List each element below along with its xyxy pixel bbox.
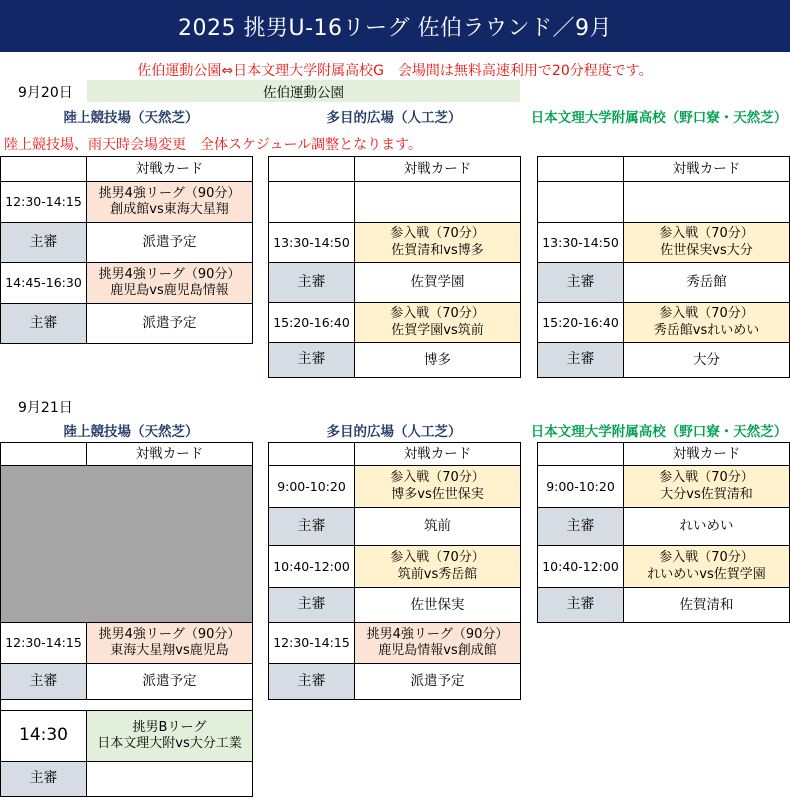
match-card[interactable] [623,222,790,263]
match-card[interactable] [354,545,521,588]
day1-venue-bunri: 日本文理大学附属高校（野口寮・天然芝） [530,110,788,126]
match-teams: 鹿児島情報vs創成館 [378,643,497,658]
day2-venue-multipurpose: 多目的広場（人工芝） [326,424,462,440]
match-card[interactable] [86,710,253,762]
match-teams: 日本文理大附vs大分工業 [97,736,242,751]
match-card[interactable] [623,545,790,588]
day2-venue-athletics: 陸上競技場（天然芝） [63,424,199,440]
match-type: 挑男4強リーグ（90分） [366,626,509,642]
time-cell: 12:30-14:15 [0,181,87,223]
header-blank-cell [0,156,87,182]
match-card[interactable] [86,622,253,664]
empty-cell [354,181,521,223]
referee-value: 派遣予定 [86,303,253,344]
empty-cell [268,181,355,223]
time-cell: 15:20-16:40 [268,302,355,343]
referee-value: 博多 [354,342,521,378]
match-card-header: 対戦カード [354,156,521,182]
match-card[interactable] [354,302,521,343]
referee-label: 主審 [0,303,87,344]
time-cell: 14:30 [0,710,87,762]
match-teams: 東海大星翔vs鹿児島 [110,643,229,658]
referee-label: 主審 [0,761,87,797]
header-blank-cell [537,156,624,182]
match-teams: 筑前vs秀岳館 [397,566,478,582]
referee-value: れいめい [623,507,790,546]
time-cell: 12:30-14:15 [268,622,355,664]
referee-value: 佐賀清和 [623,587,790,623]
match-type: 参入戦（70分） [659,550,754,566]
time-cell: 13:30-14:50 [268,222,355,263]
match-teams: 佐世保実vs大分 [660,242,753,258]
referee-label: 主審 [537,342,624,378]
match-type: 挑男4強リーグ（90分） [98,185,241,201]
referee-value: 佐賀学園 [354,262,521,303]
referee-label: 主審 [537,507,624,546]
time-cell: 15:20-16:40 [537,302,624,343]
match-card[interactable] [623,465,790,508]
day1-venue-multipurpose: 多目的広場（人工芝） [326,110,462,126]
match-card-header: 対戦カード [86,442,253,466]
match-teams: 佐賀学園vs筑前 [391,322,484,338]
match-teams: 大分vs佐賀清和 [660,486,753,502]
match-card[interactable] [354,465,521,508]
match-type: 参入戦（70分） [390,306,485,322]
referee-label: 主審 [0,222,87,263]
match-teams: 博多vs佐世保実 [391,486,484,502]
time-cell: 10:40-12:00 [537,545,624,588]
day2-date: 9月21日 [18,400,73,416]
match-teams: 創成館vs東海大星翔 [110,202,229,217]
header-blank-cell [268,156,355,182]
match-card[interactable] [623,302,790,343]
header-blank-cell [0,442,87,466]
time-cell: 9:00-10:20 [537,465,624,508]
match-type: 挑男Bリーグ [132,719,207,735]
referee-value [86,761,253,797]
match-card[interactable] [354,222,521,263]
match-type: 参入戦（70分） [659,470,754,486]
day1-park-band: 佐伯運動公園 [87,80,520,102]
referee-label: 主審 [268,663,355,700]
match-card-header: 対戦カード [86,156,253,182]
rain-change-notice: 陸上競技場、雨天時会場変更 全体スケジュール調整となります。 [4,137,423,153]
referee-label: 主審 [268,507,355,546]
referee-label: 主審 [537,262,624,303]
referee-label: 主審 [0,663,87,700]
match-teams: れいめいvs佐賀学園 [647,566,766,582]
referee-value: 大分 [623,342,790,378]
empty-cell [537,181,624,223]
match-type: 参入戦（70分） [659,226,754,242]
unavailable-block [0,465,253,623]
match-type: 参入戦（70分） [390,470,485,486]
empty-cell [623,181,790,223]
day1-date: 9月20日 [18,85,73,101]
header-blank-cell [268,442,355,466]
match-teams: 鹿児島vs鹿児島情報 [110,283,229,298]
referee-label: 主審 [537,587,624,623]
referee-label: 主審 [268,262,355,303]
referee-value: 派遣予定 [86,663,253,700]
match-card-header: 対戦カード [623,156,790,182]
time-cell: 14:45-16:30 [0,262,87,304]
match-card-header: 対戦カード [354,442,521,466]
match-type: 挑男4強リーグ（90分） [98,626,241,642]
match-card[interactable] [86,262,253,304]
time-cell: 9:00-10:20 [268,465,355,508]
referee-label: 主審 [268,342,355,378]
day2-venue-bunri: 日本文理大学附属高校（野口寮・天然芝） [530,424,788,440]
match-type: 挑男4強リーグ（90分） [98,266,241,282]
referee-value: 派遣予定 [354,663,521,700]
day1-venue-athletics: 陸上競技場（天然芝） [63,110,199,126]
match-type: 参入戦（70分） [390,550,485,566]
referee-value: 秀岳館 [623,262,790,303]
referee-value: 佐世保実 [354,587,521,623]
match-teams: 秀岳館vsれいめい [653,322,760,338]
referee-label: 主審 [268,587,355,623]
time-cell: 10:40-12:00 [268,545,355,588]
time-cell: 13:30-14:50 [537,222,624,263]
referee-value: 派遣予定 [86,222,253,263]
venue-transfer-notice: 佐伯運動公園⇔日本文理大学附属高校G 会場間は無料高速利用で20分程度です。 [137,63,653,79]
match-card[interactable] [86,181,253,223]
match-card-header: 対戦カード [623,442,790,466]
page-title: 2025 挑男U-16リーグ 佐伯ラウンド／9月 [0,0,790,52]
header-blank-cell [537,442,624,466]
match-type: 参入戦（70分） [659,306,754,322]
referee-value: 筑前 [354,507,521,546]
time-cell: 12:30-14:15 [0,622,87,664]
match-card[interactable] [354,622,521,664]
match-teams: 佐賀清和vs博多 [391,242,484,258]
match-type: 参入戦（70分） [390,226,485,242]
